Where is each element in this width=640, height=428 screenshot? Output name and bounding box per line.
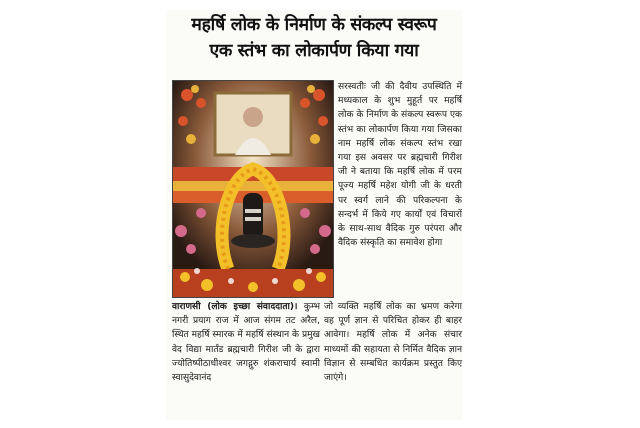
article-column-left: [172, 300, 320, 385]
headline-line-1: महर्षि लोक के निर्माण के संकल्प स्वरूप: [191, 15, 437, 35]
dateline: वाराणसी (लोक इच्छा संवाददाता)।: [172, 302, 298, 312]
article-column-right-bottom: [324, 300, 462, 385]
article-right-text-bottom: जो व्यक्ति महर्षि लोक का भ्रमण करेगा वह पूर्ण ज्ञान से परिचित होकर ही बाहर आवेगा। महर्षि लोक में अनेक संचार माध्यमों की सहायता से निर्मित वैदिक ज्ञान विज्ञान से सम्बधित कार्यक्रम प्रस्तुत किए जाएंगे।: [324, 302, 462, 384]
headline-line-2: एक स्तंभ का लोकार्पण किया गया: [209, 41, 419, 61]
article-column-right-top: [338, 80, 462, 250]
article-left-text: कुम्भ नगरी प्रयाग राज में आज संगम तट अरैल, स्थित महर्षि स्मारक में महर्षि संस्थान के प्रमुख वेद विद्या मार्तंड ब्रह्मचारी गिरीश जी के द्वारा ज्योतिष्पीठाधीश्वर जगद्गुरु शंकराचार्य स्वामी स्वासुदेवानंद: [172, 302, 320, 384]
ceremony-photo-illustration: [173, 81, 333, 297]
article-left-paragraph: [172, 300, 320, 385]
news-photo: [172, 80, 334, 298]
article-right-text-top: सरस्वतीः जी की दैवीय उपस्थिति में मध्यकाल के शुभ मुहूर्त पर महर्षि लोक के निर्माण के संकल्प स्वरूप एक स्तंभ का लोकार्पण किया गया जिसका नाम महर्षि लोक संकल्प स्तंभ रखा गया इस अवसर पर ब्रह्मचारी गिरीश जी ने बताया कि महर्षि लोक में परम पूज्य महर्षि महेश योगी जी के धरती पर स्वर्ग लाने की परिकल्पना के सन्दर्भ में किये गए कार्यों एवं विचारों के साथ-साथ वैदिक गुरु परंपरा और वैदिक संस्कृति का समावेश होगा: [338, 82, 462, 249]
headline: [166, 12, 462, 64]
